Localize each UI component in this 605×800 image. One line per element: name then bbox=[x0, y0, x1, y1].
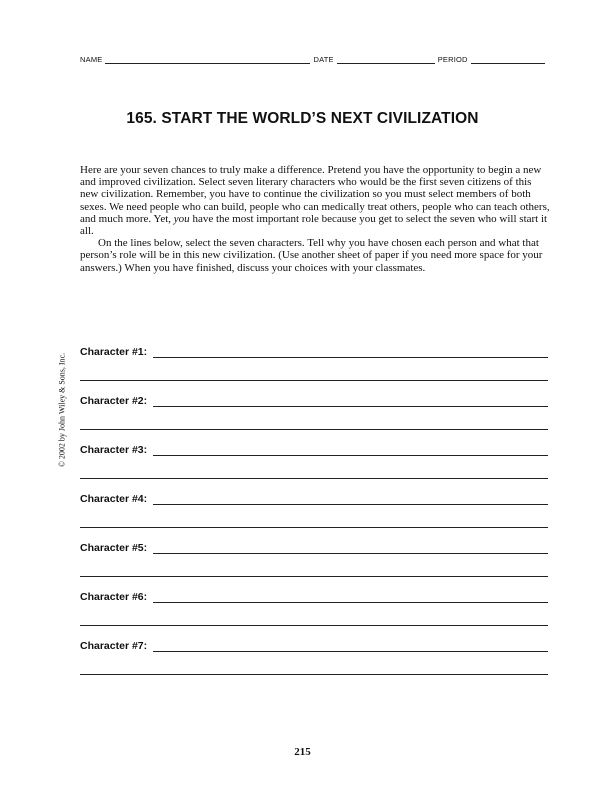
character-answer-continuation-line[interactable] bbox=[80, 674, 548, 675]
period-field[interactable] bbox=[471, 56, 545, 64]
instructions-paragraph-1 bbox=[80, 164, 550, 237]
character-label: Character #3: bbox=[80, 444, 148, 456]
character-row bbox=[80, 542, 548, 554]
character-row bbox=[80, 346, 548, 358]
character-answer-continuation-line[interactable] bbox=[80, 527, 548, 528]
character-answer-continuation-line[interactable] bbox=[80, 478, 548, 479]
p1-text-a: Here are your seven chances to truly make a difference. Pretend you have the opportunity to begin a new and improved civilization. Select seven literary characters who would be the first seven citizens of this new civilization. Remember, you have to continue the civilization so you must select members of both sexes. We need people who can build, people who can medically treat others, people who can teach others, and much more. Yet, bbox=[80, 164, 550, 225]
character-answer-line[interactable] bbox=[153, 592, 548, 603]
character-label: Character #4: bbox=[80, 493, 148, 505]
instructions bbox=[80, 164, 550, 274]
p1-emphasis: you bbox=[173, 212, 190, 225]
character-answer-line[interactable] bbox=[153, 347, 548, 358]
period-label: PERIOD bbox=[437, 55, 468, 64]
date-label: DATE bbox=[313, 55, 334, 64]
character-answer-continuation-line[interactable] bbox=[80, 380, 548, 381]
name-label: NAME bbox=[80, 55, 103, 64]
instructions-paragraph-2: On the lines below, select the seven characters. Tell why you have chosen each person and what that person’s role will be in this new civilization. (Use another sheet of paper if you need more space for your answers.) When you have finished, discuss your choices with your classmates. bbox=[80, 237, 543, 274]
character-answer-line[interactable] bbox=[153, 641, 548, 652]
character-label: Character #1: bbox=[80, 346, 148, 358]
character-answer-line[interactable] bbox=[153, 494, 548, 505]
student-info-header bbox=[80, 55, 548, 64]
character-row bbox=[80, 395, 548, 407]
character-answer-continuation-line[interactable] bbox=[80, 576, 548, 577]
character-label: Character #6: bbox=[80, 591, 148, 603]
name-field[interactable] bbox=[105, 56, 310, 64]
character-answer-line[interactable] bbox=[153, 543, 548, 554]
character-row bbox=[80, 444, 548, 456]
copyright-notice: © 2002 by John Wiley & Sons, Inc. bbox=[57, 352, 67, 468]
character-label: Character #5: bbox=[80, 542, 148, 554]
character-row bbox=[80, 640, 548, 652]
character-answer-continuation-line[interactable] bbox=[80, 429, 548, 430]
character-label: Character #7: bbox=[80, 640, 148, 652]
page-number: 215 bbox=[294, 746, 311, 758]
character-label: Character #2: bbox=[80, 395, 148, 407]
page-title: 165. START THE WORLD’S NEXT CIVILIZATION bbox=[126, 110, 479, 127]
character-answer-line[interactable] bbox=[153, 445, 548, 456]
character-row bbox=[80, 493, 548, 505]
character-answer-continuation-line[interactable] bbox=[80, 625, 548, 626]
date-field[interactable] bbox=[337, 56, 435, 64]
character-row bbox=[80, 591, 548, 603]
p1-text-b: have the most important role because you get to select the seven who will start it all. bbox=[80, 212, 548, 238]
character-answer-line[interactable] bbox=[153, 396, 548, 407]
